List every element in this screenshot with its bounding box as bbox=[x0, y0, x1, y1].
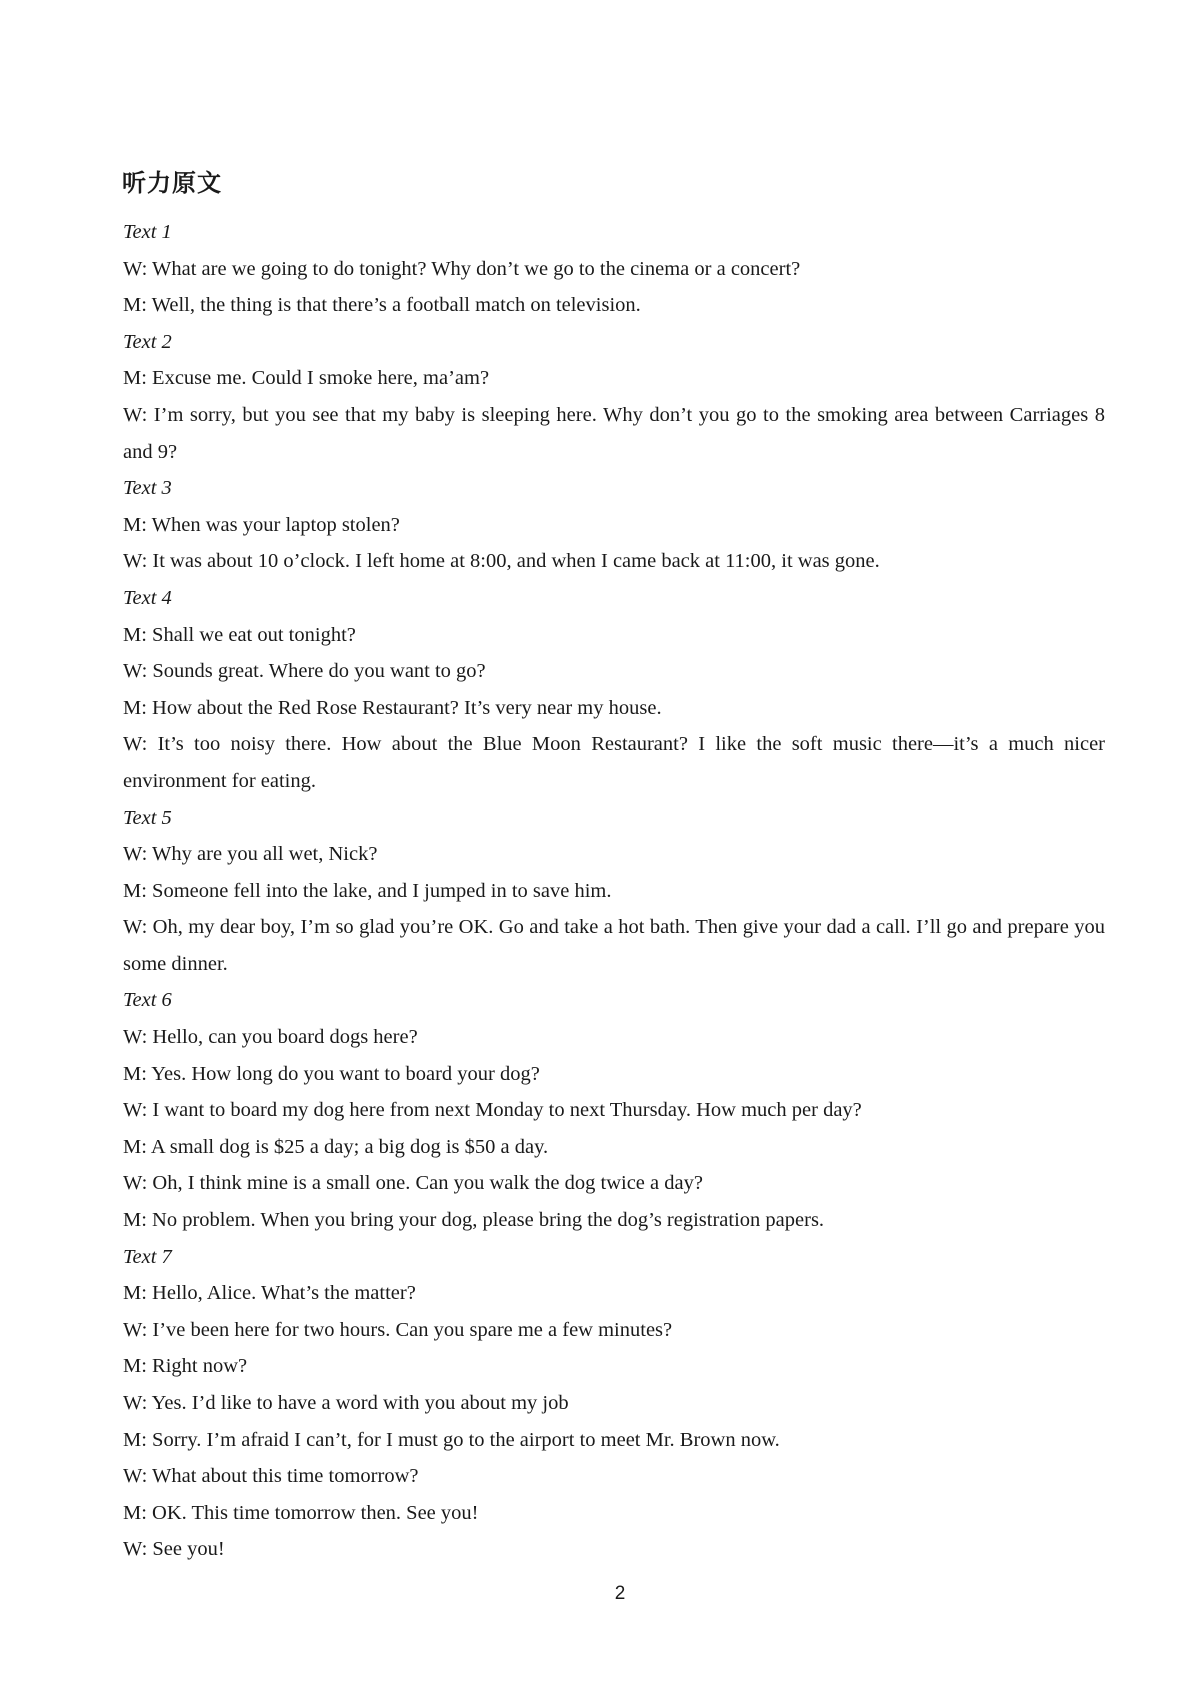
dialogue-line: M: Excuse me. Could I smoke here, ma’am? bbox=[123, 367, 490, 390]
transcript-body bbox=[123, 214, 1105, 1568]
dialogue-line: W: See you! bbox=[123, 1538, 225, 1561]
dialogue-line: W: I’m sorry, but you see that my baby is sleeping here. Why don’t you go to the smoking area between Carriages 8 and 9? bbox=[123, 403, 1105, 463]
dialogue-line: W: I’ve been here for two hours. Can you spare me a few minutes? bbox=[123, 1318, 673, 1341]
section-label: Text 1 bbox=[123, 221, 172, 243]
dialogue-line: M: Someone fell into the lake, and I jumped in to save him. bbox=[123, 879, 612, 902]
dialogue-line: W: Hello, can you board dogs here? bbox=[123, 1026, 418, 1049]
section-label: Text 7 bbox=[123, 1245, 172, 1268]
dialogue-line: M: Yes. How long do you want to board your dog? bbox=[123, 1062, 540, 1085]
dialogue-line: W: What about this time tomorrow? bbox=[123, 1465, 419, 1488]
section-label: Text 4 bbox=[123, 586, 172, 609]
dialogue-line: W: It was about 10 o’clock. I left home at 8:00, and when I came back at 11:00, it was gone. bbox=[123, 550, 880, 573]
dialogue-line: M: How about the Red Rose Restaurant? It’s very near my house. bbox=[123, 696, 662, 719]
dialogue-line: M: No problem. When you bring your dog, please bring the dog’s registration papers. bbox=[123, 1209, 825, 1232]
dialogue-line: W: Oh, I think mine is a small one. Can you walk the dog twice a day? bbox=[123, 1172, 703, 1195]
section-label: Text 3 bbox=[123, 477, 172, 500]
section-label: Text 5 bbox=[123, 806, 172, 829]
dialogue-line: W: Oh, my dear boy, I’m so glad you’re OK. Go and take a hot bath. Then give your dad a call. I’ll go and prepare you some dinner. bbox=[123, 916, 1105, 975]
dialogue-line: M: Right now? bbox=[123, 1355, 248, 1378]
dialogue-line: M: When was your laptop stolen? bbox=[123, 513, 400, 536]
dialogue-line: M: Sorry. I’m afraid I can’t, for I must go to the airport to meet Mr. Brown now. bbox=[123, 1428, 780, 1451]
dialogue-line: W: Yes. I’d like to have a word with you about my job bbox=[123, 1392, 569, 1414]
dialogue-line: W: It’s too noisy there. How about the Blue Moon Restaurant? I like the soft music there—it’s a much nicer environment for eating. bbox=[123, 733, 1105, 792]
dialogue-line: M: Well, the thing is that there’s a football match on television. bbox=[123, 294, 641, 317]
dialogue-line: W: Sounds great. Where do you want to go? bbox=[123, 660, 486, 683]
section-label: Text 6 bbox=[123, 989, 172, 1012]
dialogue-line: W: I want to board my dog here from next Monday to next Thursday. How much per day? bbox=[123, 1099, 862, 1122]
dialogue-line: W: Why are you all wet, Nick? bbox=[123, 843, 378, 866]
page-number: 2 bbox=[614, 1583, 626, 1604]
section-label: Text 2 bbox=[123, 330, 172, 353]
page-heading: 听力原文 bbox=[122, 169, 222, 197]
dialogue-line: W: What are we going to do tonight? Why don’t we go to the cinema or a concert? bbox=[123, 257, 801, 280]
dialogue-line: M: Shall we eat out tonight? bbox=[123, 623, 356, 646]
dialogue-line: M: A small dog is $25 a day; a big dog is $50 a day. bbox=[123, 1135, 549, 1158]
dialogue-line: M: Hello, Alice. What’s the matter? bbox=[123, 1282, 416, 1305]
dialogue-line: M: OK. This time tomorrow then. See you! bbox=[123, 1501, 479, 1524]
